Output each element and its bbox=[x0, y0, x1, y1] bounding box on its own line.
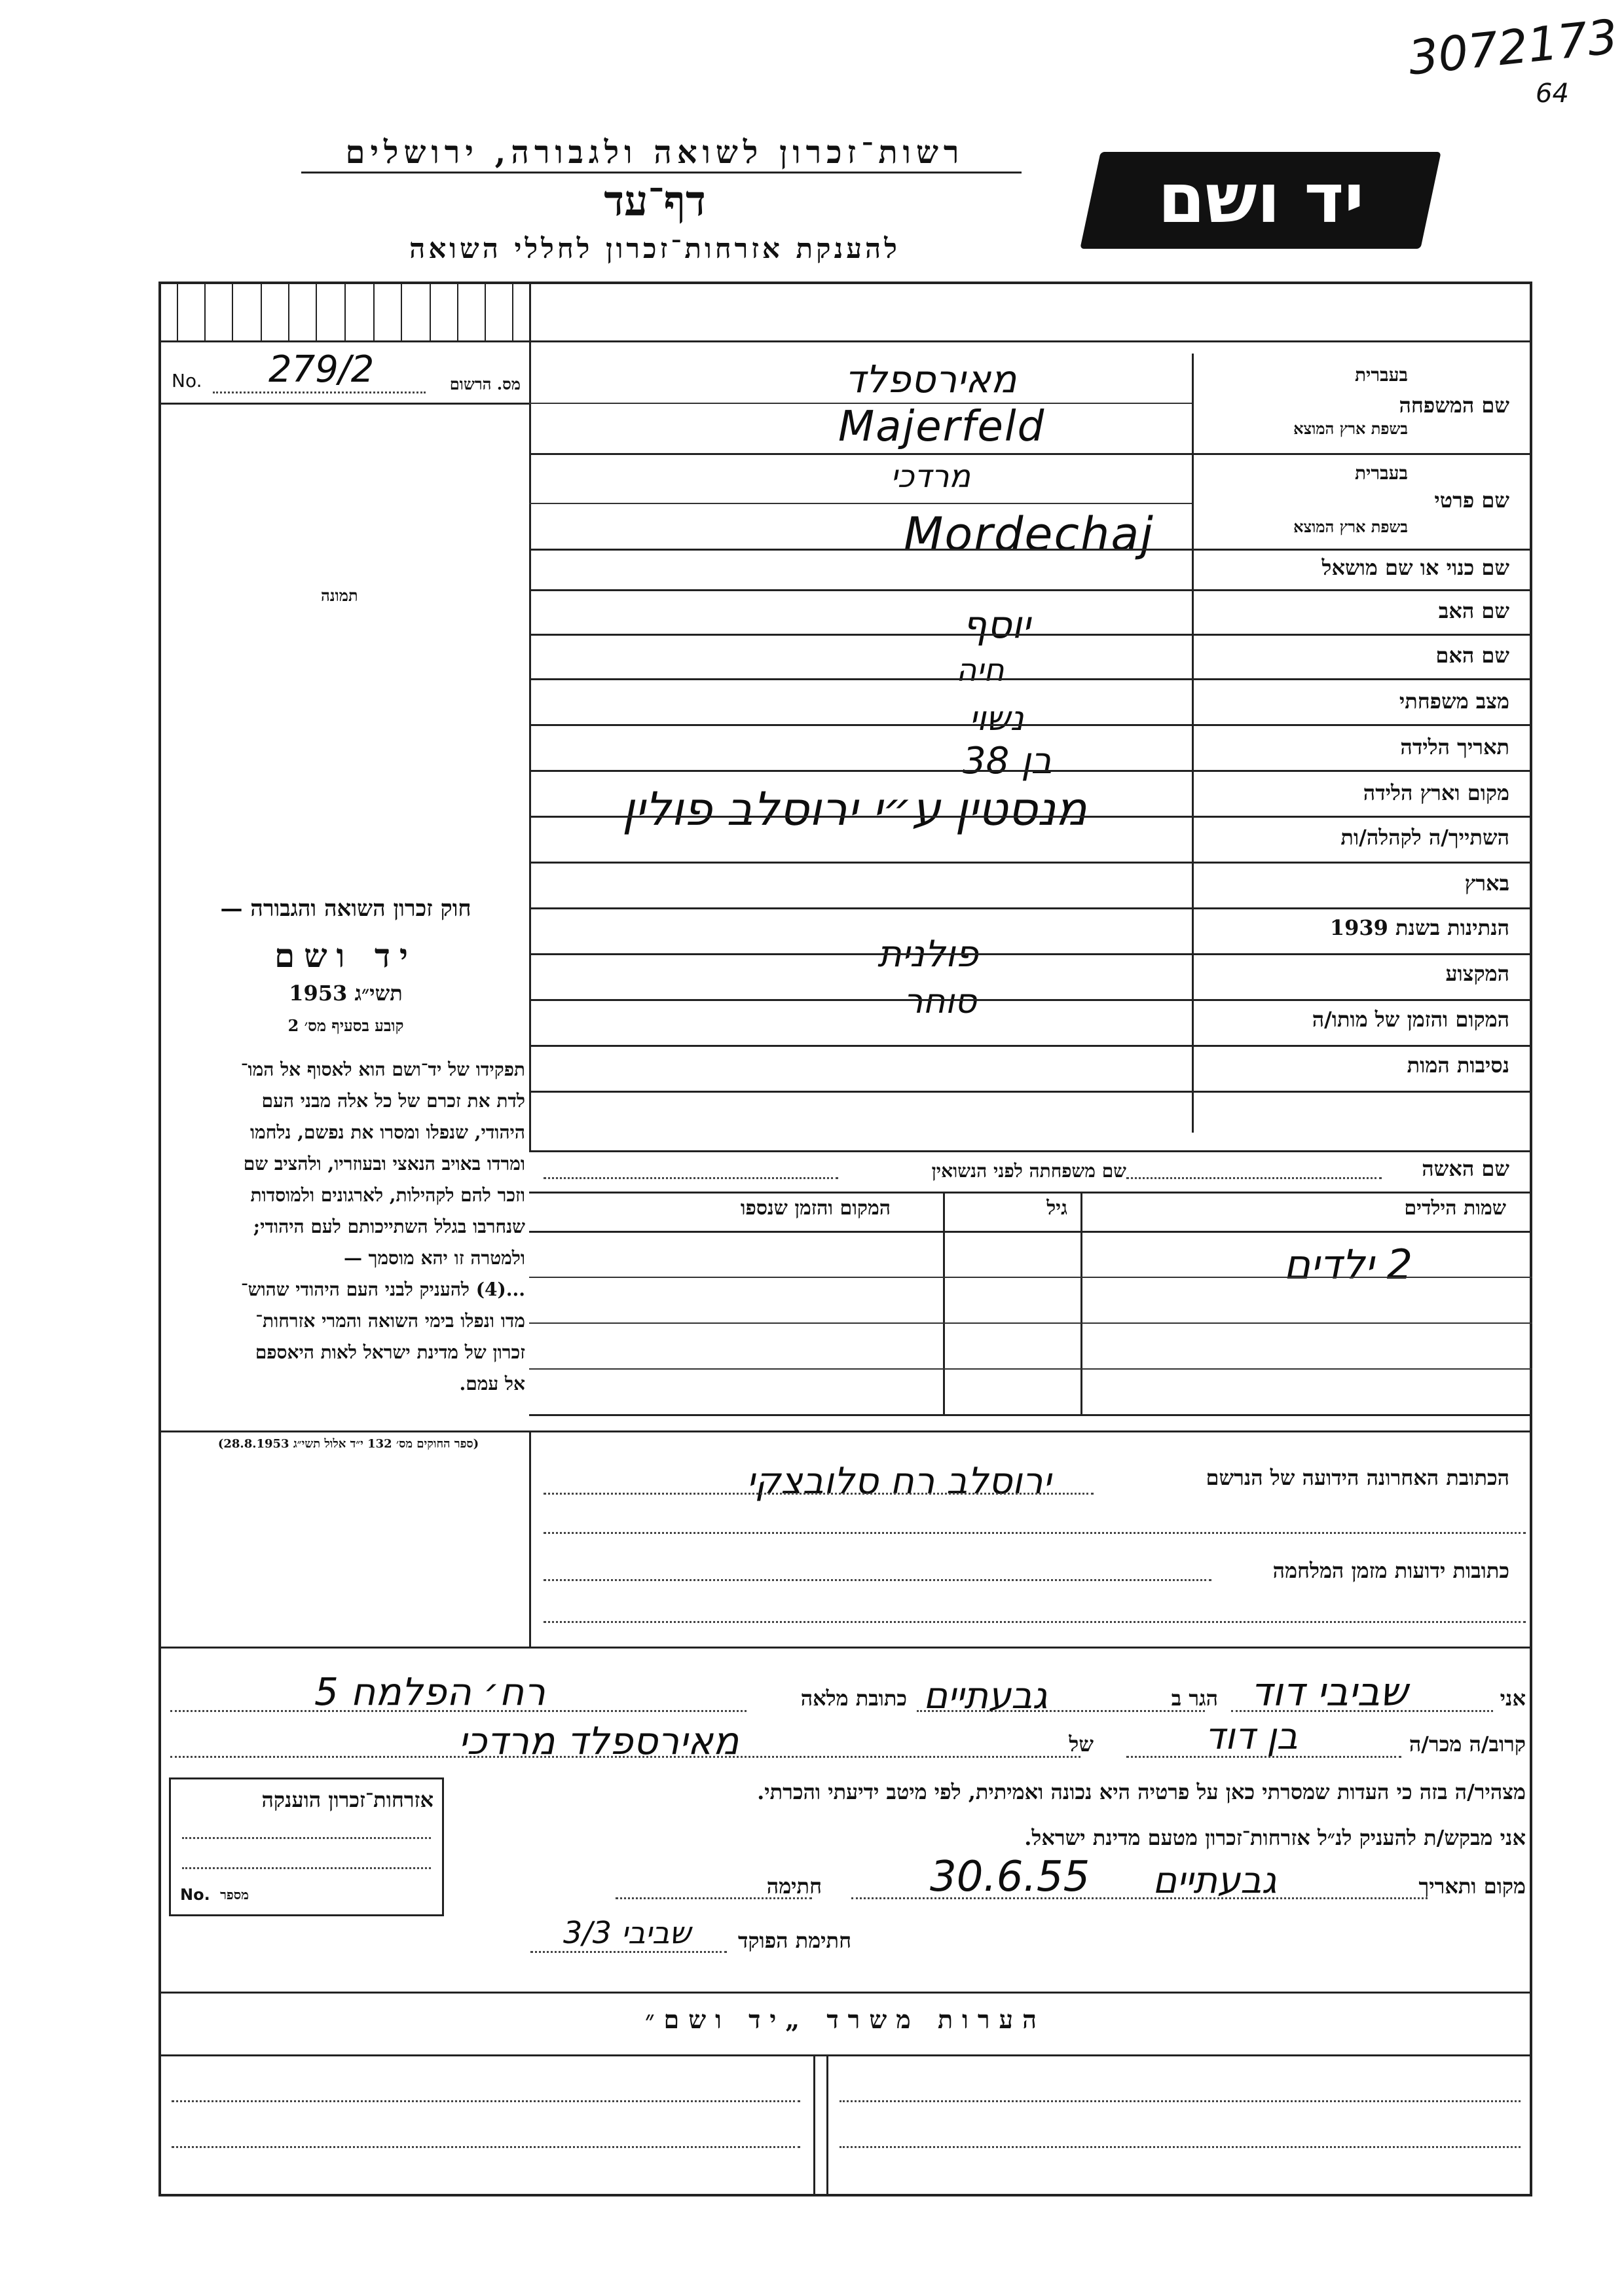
profession-label: המקצוע bbox=[1445, 961, 1509, 986]
wife-maiden-label: שם משפחתה לפני הנשואין bbox=[931, 1160, 1126, 1182]
last-address-label: הכתובת האחרונה הידועה של הנרשם bbox=[1206, 1465, 1509, 1490]
birth-place-label: מקום וארץ הלידה bbox=[1363, 780, 1509, 805]
family-name-sub-origin: בשפת ארץ המוצא bbox=[1293, 419, 1408, 438]
wife-label: שם האשה bbox=[1422, 1156, 1509, 1181]
officer-signature-label: חתימת הפוקד bbox=[738, 1928, 851, 1953]
law-text bbox=[172, 1054, 525, 1400]
profession-value: סוחר bbox=[904, 982, 977, 1021]
resides-label: הגר ב bbox=[1171, 1686, 1218, 1711]
law-line: אל עמם. bbox=[459, 1373, 525, 1394]
citizenship-label: הנתינות בשנת 1939 bbox=[1329, 915, 1509, 940]
remarks-title: הערות משרד „יד ושם״ bbox=[645, 2005, 1046, 2034]
archive-number: 3072173 bbox=[1405, 9, 1621, 86]
law-name: יד ושם bbox=[274, 936, 417, 975]
marital-label: מצב משפחתי bbox=[1399, 689, 1509, 714]
family-name-origin: Majerfeld bbox=[838, 403, 1046, 451]
father-label: שם האב bbox=[1438, 598, 1509, 623]
grant-box-number-en: No. bbox=[180, 1886, 210, 1904]
marital-value: נשוי bbox=[969, 699, 1024, 738]
last-address-value: ירוסלב רח סלובצקי bbox=[747, 1460, 1052, 1503]
law-line: תפקידו של יד־ושם הוא לאסוף אל המו־ bbox=[240, 1059, 525, 1080]
archive-subnumber: 64 bbox=[1536, 79, 1569, 109]
death-label: המקום והזמן של מותו/ה bbox=[1312, 1007, 1509, 1032]
first-name-hebrew: מרדכי bbox=[891, 458, 971, 495]
children-row-1-name: 2 ילדים bbox=[1283, 1241, 1413, 1288]
law-year: תשי״ג 1953 bbox=[289, 981, 403, 1006]
relation-label: קרוב/ה מכר/ה bbox=[1409, 1732, 1526, 1757]
law-line: ולמטרה זו יהא מוסמך — bbox=[343, 1247, 525, 1269]
law-line: זכרון של מדינת ישראל לאות היאספם bbox=[255, 1341, 525, 1363]
citizenship-value: פולנית bbox=[877, 933, 978, 975]
yad-vashem-logo bbox=[1080, 152, 1441, 249]
declarant-label: אני bbox=[1500, 1686, 1526, 1711]
first-name-label: שם פרטי bbox=[1434, 488, 1509, 513]
law-line: וזכר להם לקהילות, לארגונים ולמוסדות bbox=[250, 1184, 525, 1206]
law-line: ...(4) להעניק לבני העם היהודי שהוש־ bbox=[240, 1279, 525, 1300]
birth-place-value: מנסטין ע״י ירוסלב פולין bbox=[622, 782, 1087, 836]
law-line: שנחרבו בגלל השתייכותם לעם היהודי; bbox=[253, 1216, 525, 1237]
of-label: של bbox=[1069, 1732, 1094, 1757]
law-source: (ספר החוקים מס׳ 132 י״ד אלול תשי״ג 28.8.1953) bbox=[217, 1437, 479, 1451]
full-address-value: רח׳ הפלמח 5 bbox=[314, 1669, 545, 1714]
first-name-sub-origin: בשפת ארץ המוצא bbox=[1293, 517, 1408, 536]
registry-label: מס. הרשום bbox=[449, 374, 521, 393]
law-line: לדת את זכרם של כל אלה מבני העם bbox=[261, 1090, 525, 1112]
form-title: דף־עד bbox=[604, 177, 706, 226]
institution-name: רשות־זכרון לשואה ולגבורה, ירושלים bbox=[345, 134, 965, 171]
community-label: השתייך/ה לקהלה/ות bbox=[1340, 825, 1509, 850]
relation-value: בן דוד bbox=[1205, 1715, 1298, 1758]
statement-1: מצהיר/ה בזה כי העדות שמסרתי כאן על פרטיה היא נכונה ואמיתית, לפי מיטב ידיעתי והכרתי. bbox=[757, 1779, 1526, 1804]
family-name-sub-hebrew: בעברית bbox=[1354, 364, 1408, 386]
war-address-label: כתובות ידועות מזמן המלחמה bbox=[1272, 1558, 1509, 1583]
law-title: חוק זכרון השואה והגבורה — bbox=[220, 896, 471, 922]
father-value: יוסף bbox=[963, 602, 1031, 647]
death-circumstances-label: נסיבות המות bbox=[1407, 1053, 1509, 1078]
law-clause: קובע בסעיף מס׳ 2 bbox=[287, 1016, 404, 1035]
place-value: גבעתיים bbox=[1153, 1859, 1277, 1902]
statement-2: אני מבקש/ת להעניק לנ״ל אזרחות־זכרון מטעם מדינת ישראל. bbox=[1024, 1825, 1526, 1850]
birth-date-label: תאריך הלידה bbox=[1400, 735, 1509, 759]
registry-no-en: No. bbox=[172, 370, 202, 392]
registry-value: 279/2 bbox=[268, 348, 375, 391]
country-label: בארץ bbox=[1464, 871, 1509, 896]
full-address-label: כתובת מלאה bbox=[800, 1686, 907, 1711]
resides-value: גבעתיים bbox=[923, 1675, 1048, 1717]
birth-date-value: בן 38 bbox=[963, 740, 1052, 782]
grant-box-title: אזרחות־זכרון הוענקה bbox=[261, 1787, 434, 1812]
declarant-name: שביבי דוד bbox=[1251, 1669, 1408, 1715]
law-line: ומרדו באויב הנאצי ובעוזריו, ולהציב שם bbox=[243, 1153, 525, 1175]
date-value: 30.6.55 bbox=[930, 1853, 1090, 1901]
first-name-sub-hebrew: בעברית bbox=[1354, 462, 1408, 484]
children-header-age: גיל bbox=[1046, 1197, 1067, 1220]
of-value: מאירספלד מרדכי bbox=[458, 1719, 739, 1763]
mother-value: חיה bbox=[956, 652, 1005, 689]
mother-label: שם האם bbox=[1435, 643, 1509, 668]
nickname-label: שם כנוי או שם מושאל bbox=[1321, 555, 1509, 580]
grant-box-number-label: מספר bbox=[220, 1887, 249, 1903]
photo-label: תמונה bbox=[321, 586, 358, 605]
signature-label: חתימה bbox=[766, 1874, 822, 1899]
law-line: היהודי, שנפלו ומסרו את נפשם, נלחמו bbox=[249, 1121, 525, 1143]
logo-text: יד ושם bbox=[1158, 158, 1365, 238]
law-line: מדו ונפלו בימי השואה והמרי אזרחות־ bbox=[255, 1310, 525, 1332]
officer-signature-value: שביבי 3/3 bbox=[563, 1915, 692, 1950]
family-name-hebrew: מאירספלד bbox=[845, 357, 1017, 401]
children-header-names: שמות הילדים bbox=[1404, 1197, 1506, 1220]
form-subtitle: להענקת אזרחות־זכרון לחללי השואה bbox=[409, 232, 900, 264]
first-name-origin: Mordechaj bbox=[904, 507, 1154, 561]
place-date-label: מקום ותאריך bbox=[1418, 1874, 1526, 1899]
children-header-place: המקום והזמן שנספו bbox=[740, 1197, 891, 1220]
family-name-label: שם המשפחה bbox=[1399, 393, 1509, 418]
